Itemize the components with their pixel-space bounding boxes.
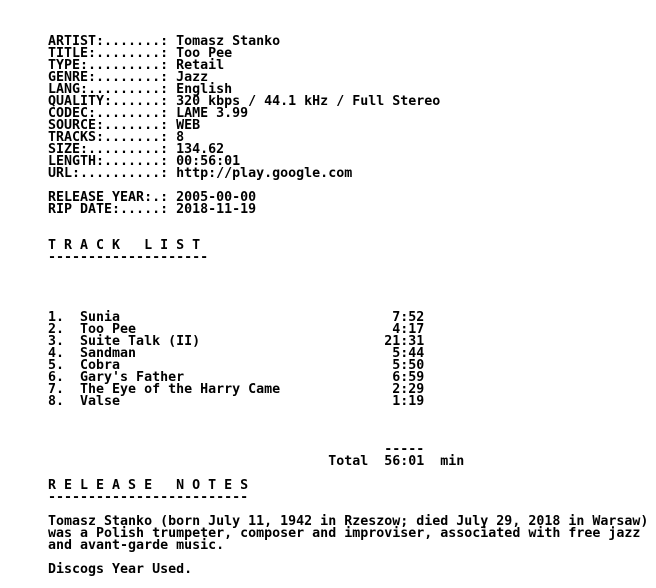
meta-line: TYPE:.........: Retail — [48, 58, 225, 73]
meta-line: LANG:.........: English — [48, 82, 233, 97]
track-row: 3. Suite Talk (II) 21:31 — [48, 334, 425, 349]
blank-line — [48, 264, 648, 276]
track-row: 8. Valse 1:19 — [48, 394, 425, 409]
meta-line: CODEC:........: LAME 3.99 — [48, 106, 249, 121]
track-row: 5. Cobra 5:50 — [48, 358, 425, 373]
meta-line: SOURCE:.......: WEB — [48, 118, 201, 133]
release-line: RIP DATE:.....: 2018-11-19 — [48, 202, 257, 217]
total-line: Total 56:01 min — [48, 454, 465, 469]
notes-underline: ------------------------- — [48, 490, 249, 505]
meta-line: TRACKS:.......: 8 — [48, 130, 185, 145]
notes-footer: Discogs Year Used. — [48, 562, 193, 577]
meta-line: ARTIST:.......: Tomasz Stanko — [48, 34, 281, 49]
blank-line — [48, 408, 648, 420]
meta-line: TITLE:........: Too Pee — [48, 46, 233, 61]
tracklist-heading: T R A C K L I S T — [48, 238, 201, 253]
total-rule: ----- — [48, 442, 425, 457]
release-line: RELEASE YEAR:.: 2005-00-00 — [48, 190, 257, 205]
track-row: 6. Gary's Father 6:59 — [48, 370, 425, 385]
notes-line: Tomasz Stanko (born July 11, 1942 in Rzeszow; died July 29, 2018 in Warsaw) — [48, 514, 649, 529]
notes-line: was a Polish trumpeter, composer and improviser, associated with free jazz — [48, 526, 641, 541]
notes-heading: R E L E A S E N O T E S — [48, 478, 249, 493]
notes-line: and avant-garde music. — [48, 538, 225, 553]
tracklist-underline: -------------------- — [48, 250, 209, 265]
meta-line: QUALITY:......: 320 kbps / 44.1 kHz / Full Stereo — [48, 94, 441, 109]
blank-line — [48, 216, 648, 228]
track-row: 7. The Eye of the Harry Came 2:29 — [48, 382, 425, 397]
blank-line — [48, 276, 648, 288]
meta-line: GENRE:........: Jazz — [48, 70, 209, 85]
track-row: 1. Sunia 7:52 — [48, 310, 425, 325]
meta-line: URL:..........: http://play.google.com — [48, 166, 353, 181]
meta-line: LENGTH:.......: 00:56:01 — [48, 154, 241, 169]
track-row: 4. Sandman 5:44 — [48, 346, 425, 361]
blank-line — [48, 288, 648, 300]
track-row: 2. Too Pee 4:17 — [48, 322, 425, 337]
meta-line: SIZE:.........: 134.62 — [48, 142, 225, 157]
blank-line — [48, 420, 648, 432]
nfo-document — [48, 36, 648, 576]
